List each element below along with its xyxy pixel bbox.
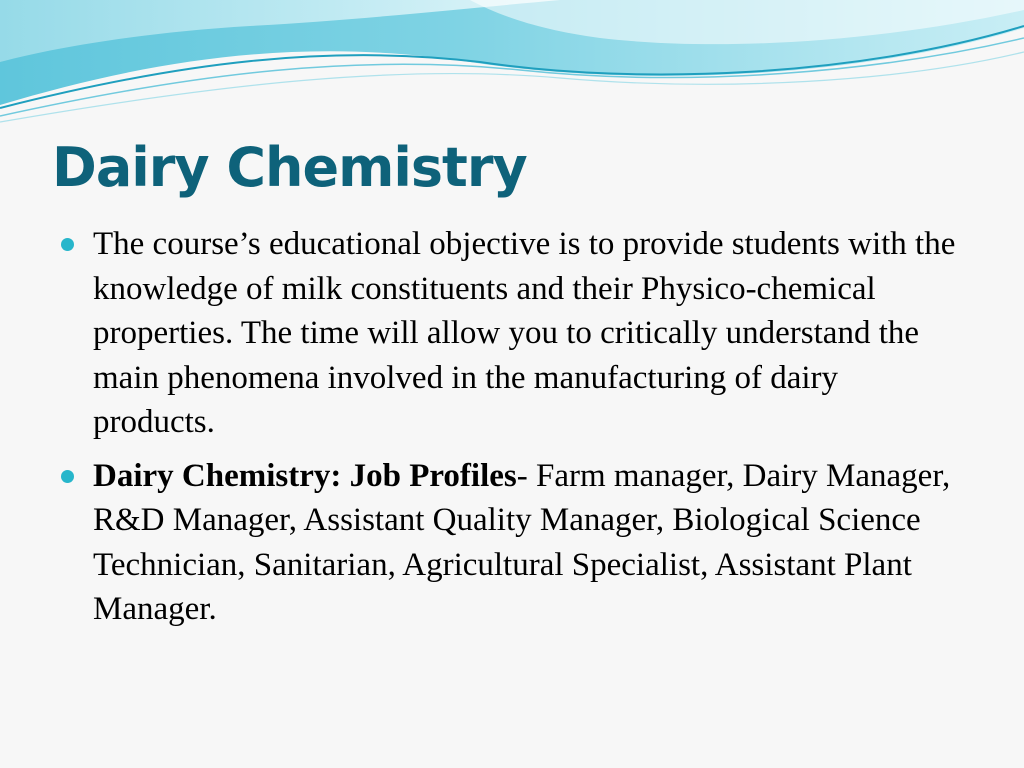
bullet-objective — [60, 222, 965, 445]
bullet-objective-text: The course’s educational objective is to provide students with the knowledge of milk constituents and their Physico-chemical properties. The time will allow you to critically understand the main phenomena involved in the manufacturing of dairy products. — [93, 226, 956, 440]
bullet-dot-icon — [61, 470, 74, 483]
bullet-job-profiles-text: - Farm manager, Dairy Manager, R&D Manager, Assistant Quality Manager, Biological Science Technician, Sanitarian, Agricultural Specialist, Assistant Plant Manager. — [93, 457, 951, 627]
bullet-job-profiles — [60, 454, 965, 632]
bullet-job-profiles-lead: Dairy Chemistry: Job Profiles — [93, 457, 517, 494]
bullet-list — [60, 222, 965, 641]
header-wave-decoration — [0, 0, 1024, 130]
slide-title: Dairy Chemistry — [52, 136, 527, 199]
bullet-dot-icon — [61, 238, 74, 251]
